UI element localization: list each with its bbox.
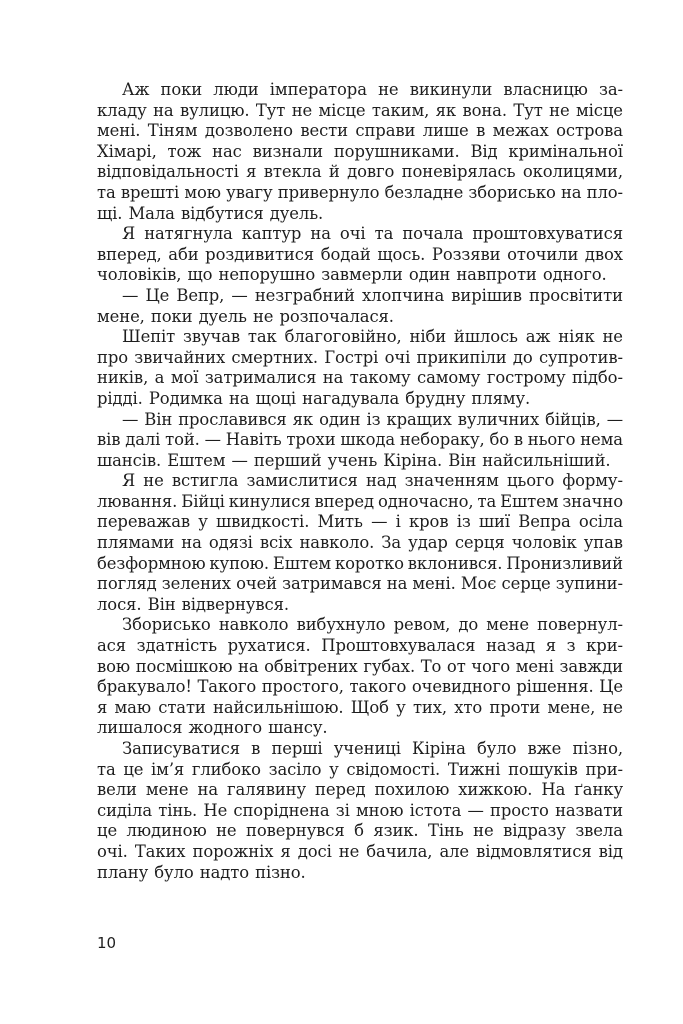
page-number: 10 bbox=[97, 934, 117, 952]
paragraph bbox=[97, 327, 623, 409]
text-line: Шепіт звучав так благоговійно, ніби йшлось аж ніяк не bbox=[122, 327, 623, 347]
text-line: вели мене на галявину перед похилою хижкою. На ґанку bbox=[97, 780, 623, 800]
text-line: та це ім’я глибоко засіло у свідомості. Тижні пошуків при- bbox=[97, 759, 623, 779]
text-line: рідді. Родимка на щоці нагадувала брудну пляму. bbox=[97, 388, 531, 408]
text-line: Записуватися в перші учениці Кіріна було вже пізно, bbox=[122, 739, 623, 758]
body-text bbox=[97, 80, 623, 883]
text-line: чоловіків, що непорушно завмерли один навпроти одного. bbox=[97, 265, 607, 285]
text-line: Зборисько навколо вибухнуло ревом, до мене повернул- bbox=[122, 615, 623, 635]
text-line: Аж поки люди імператора не викинули власницю за- bbox=[122, 80, 623, 99]
text-line: це людиною не повернувся б язик. Тінь не відразу звела bbox=[97, 821, 623, 841]
paragraph bbox=[97, 739, 623, 883]
paragraph bbox=[97, 410, 623, 472]
text-line: шансів. Ештем — перший учень Кіріна. Він найсильніший. bbox=[97, 450, 611, 470]
text-line: Я не встигла замислитися над значенням цього форму- bbox=[122, 471, 623, 491]
text-line: лося. Він відвернувся. bbox=[97, 594, 289, 614]
text-line: я маю стати найсильнішою. Щоб у тих, хто проти мене, не bbox=[97, 697, 623, 717]
text-line: плану було надто пізно. bbox=[97, 862, 306, 882]
text-line: погляд зелених очей затримався на мені. Моє серце зупини- bbox=[97, 574, 623, 594]
text-line: Хімарі, тож нас визнали порушниками. Від кримінальної bbox=[97, 141, 623, 161]
text-line: мене, поки дуель не розпочалася. bbox=[97, 306, 394, 326]
text-line: очі. Таких порожніх я досі не бачила, але відмовлятися від bbox=[97, 841, 623, 861]
text-line: відповідальності я втекла й довго поневірялась околицями, bbox=[97, 162, 623, 182]
text-line: лювання. Бійці кинулися вперед одночасно, та Ештем значно bbox=[97, 491, 623, 511]
paragraph bbox=[97, 615, 623, 739]
text-line: сиділа тінь. Не споріднена зі мною істота — просто назвати bbox=[97, 800, 623, 820]
text-line: вів далі той. — Навіть трохи шкода небораку, бо в нього нема bbox=[97, 430, 623, 450]
text-line: плямами на одязі всіх навколо. За удар серця чоловік упав bbox=[97, 533, 623, 553]
paragraph bbox=[97, 224, 623, 286]
text-line: щі. Мала відбутися дуель. bbox=[97, 203, 324, 223]
text-line: про звичайних смертних. Гострі очі прикипіли до супротив- bbox=[97, 347, 623, 367]
text-line: вою посмішкою на обвітрених губах. То от чого мені завжди bbox=[97, 656, 623, 676]
text-line: лишалося жодного шансу. bbox=[97, 718, 328, 738]
paragraph bbox=[97, 286, 623, 327]
text-line: ників, а мої затрималися на такому самому гострому підбо- bbox=[97, 368, 623, 388]
text-line: — Це Вепр, — незграбний хлопчина вирішив просвітити bbox=[122, 285, 623, 305]
text-line: ася здатність рухатися. Проштовхувалася назад я з кри- bbox=[97, 636, 623, 656]
paragraph bbox=[97, 471, 623, 615]
text-line: переважав у швидкості. Мить — і кров із шиї Вепра осіла bbox=[97, 512, 623, 532]
text-line: та врешті мою увагу привернуло безладне зборисько на пло- bbox=[97, 182, 623, 202]
text-line: кладу на вулицю. Тут не місце таким, як вона. Тут не місце bbox=[97, 100, 623, 120]
text-line: Я натягнула каптур на очі та почала проштовхуватися bbox=[122, 224, 623, 244]
text-line: безформною купою. Ештем коротко вклонився. Пронизливий bbox=[97, 553, 623, 573]
text-line: бракувало! Такого простого, такого очевидного рішення. Це bbox=[97, 677, 623, 697]
text-line: — Він прославився як один із кращих вуличних бійців, — bbox=[122, 409, 623, 429]
text-line: мені. Тіням дозволено вести справи лише в межах острова bbox=[97, 121, 623, 141]
paragraph bbox=[97, 80, 623, 224]
text-line: вперед, аби роздивитися бодай щось. Роззяви оточили двох bbox=[97, 244, 623, 264]
